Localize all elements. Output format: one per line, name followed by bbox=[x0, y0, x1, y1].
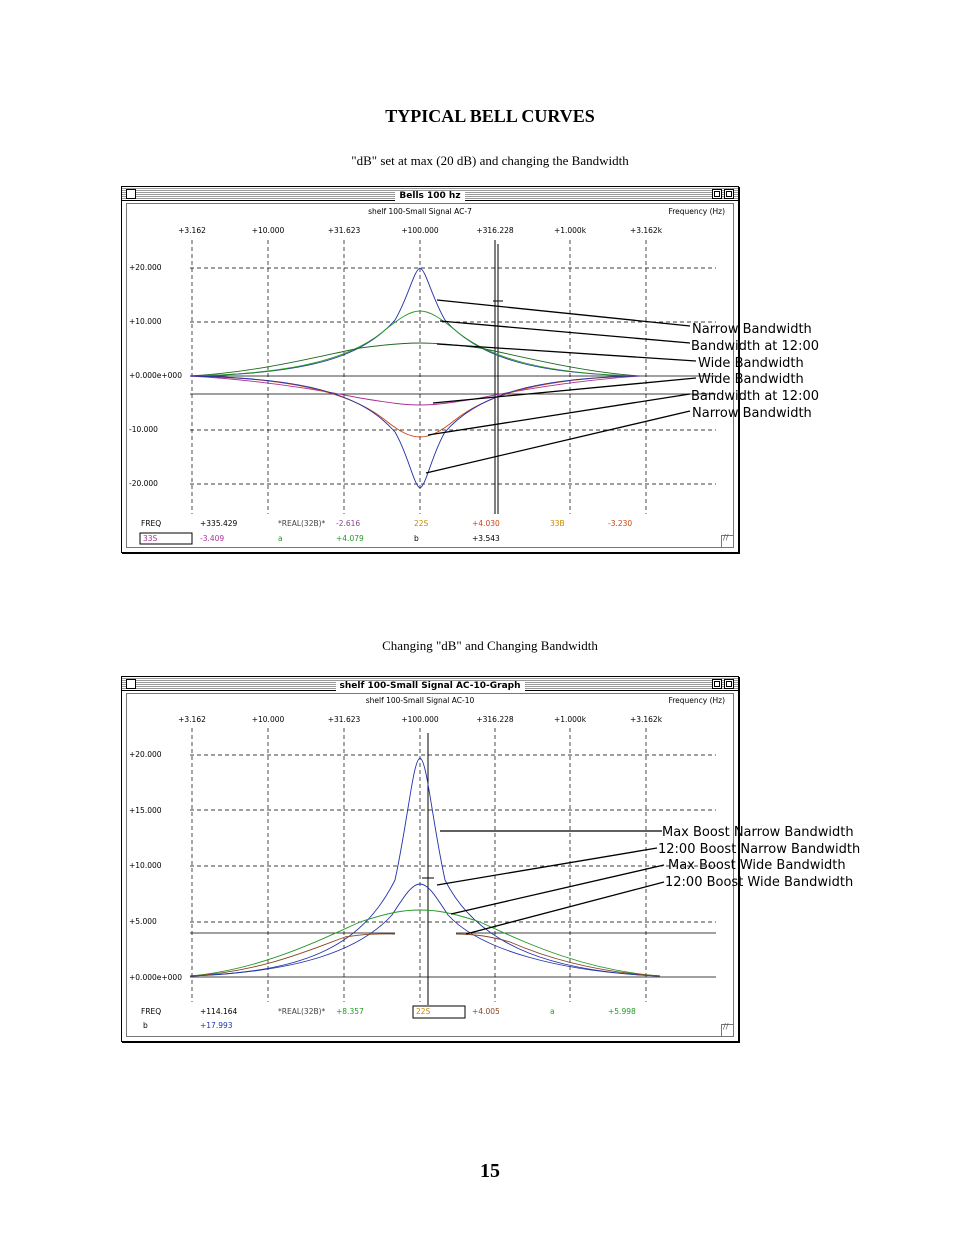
axis-unit-label: Frequency (Hz) bbox=[668, 696, 725, 705]
curve-max-boost-wide bbox=[190, 910, 660, 976]
y-tick-label: +20.000 bbox=[129, 750, 162, 759]
c2-value: -3.230 bbox=[608, 519, 633, 528]
y-tick-label: +10.000 bbox=[129, 317, 162, 326]
x-tick-label: +10.000 bbox=[251, 715, 285, 724]
real-value: +8.357 bbox=[336, 1007, 364, 1016]
y-tick-label: +0.000e+000 bbox=[129, 973, 182, 982]
readouts bbox=[141, 1007, 636, 1030]
y-tick-label: -20.000 bbox=[129, 479, 158, 488]
x-tick-label: +100.000 bbox=[401, 715, 439, 724]
x-tick-label: +3.162k bbox=[629, 715, 663, 724]
window-title: shelf 100-Small Signal AC-10-Graph bbox=[336, 681, 525, 691]
page-title: TYPICAL BELL CURVES bbox=[385, 106, 595, 126]
annotation-label: Max Boost Narrow Bandwidth bbox=[662, 825, 854, 840]
x-tick-label: +316.228 bbox=[476, 715, 514, 724]
a-label: a bbox=[278, 534, 283, 543]
freq-label: FREQ bbox=[141, 1007, 162, 1016]
y-tick-label: -10.000 bbox=[129, 425, 158, 434]
y-tick-label: +15.000 bbox=[129, 806, 162, 815]
b-label: b bbox=[143, 1021, 148, 1030]
x-tick-label: +31.623 bbox=[327, 715, 361, 724]
x-tick-label: +316.228 bbox=[476, 226, 514, 235]
plot-subtitle: shelf 100-Small Signal AC-10 bbox=[365, 696, 475, 705]
annotation-label: 12:00 Boost Narrow Bandwidth bbox=[658, 842, 861, 857]
real-label: *REAL(32B)* bbox=[278, 519, 326, 528]
annotations bbox=[658, 825, 860, 890]
x-tick-label: +3.162k bbox=[629, 226, 663, 235]
c1-label: 22S bbox=[414, 519, 429, 528]
r2-label: 33S bbox=[143, 534, 158, 543]
crosshair-icon[interactable] bbox=[422, 872, 434, 884]
curve-max-boost-narrow bbox=[190, 758, 660, 976]
plot-subtitle: shelf 100-Small Signal AC-7 bbox=[368, 207, 472, 216]
axis-unit-label: Frequency (Hz) bbox=[668, 207, 725, 216]
annotation-label: Narrow Bandwidth bbox=[692, 406, 812, 421]
c1-label: 22S bbox=[416, 1007, 431, 1016]
x-tick-label: +3.162 bbox=[178, 715, 206, 724]
b-label: b bbox=[414, 534, 419, 543]
annotation-label: Wide Bandwidth bbox=[698, 356, 804, 371]
window-title: Bells 100 hz bbox=[395, 191, 464, 201]
y-tick-label: +20.000 bbox=[129, 263, 162, 272]
x-tick-label: +1.000k bbox=[553, 715, 587, 724]
annotation-label: Wide Bandwidth bbox=[698, 372, 804, 387]
freq-value: +114.164 bbox=[200, 1007, 238, 1016]
x-tick-label: +3.162 bbox=[178, 226, 206, 235]
a-value: +5.998 bbox=[608, 1007, 636, 1016]
r2-value: -3.409 bbox=[200, 534, 225, 543]
freq-label: FREQ bbox=[141, 519, 162, 528]
y-tick-label: +5.000 bbox=[129, 917, 157, 926]
real-label: *REAL(32B)* bbox=[278, 1007, 326, 1016]
a-value: +4.079 bbox=[336, 534, 364, 543]
a-label: a bbox=[550, 1007, 555, 1016]
b-value: +3.543 bbox=[472, 534, 500, 543]
leader-lines bbox=[437, 831, 664, 934]
c2-label: 33B bbox=[550, 519, 565, 528]
curves bbox=[190, 758, 660, 976]
annotation-label: Bandwidth at 12:00 bbox=[691, 389, 820, 404]
c1-value: +4.005 bbox=[472, 1007, 500, 1016]
figure2-caption: Changing "dB" and Changing Bandwidth bbox=[382, 638, 598, 653]
c1-value: +4.030 bbox=[472, 519, 500, 528]
y-tick-label: +10.000 bbox=[129, 861, 162, 870]
page-number: 15 bbox=[480, 1160, 500, 1182]
real-value: -2.616 bbox=[336, 519, 361, 528]
annotation-label: 12:00 Boost Wide Bandwidth bbox=[665, 875, 854, 890]
grid bbox=[190, 728, 716, 1002]
x-tick-label: +10.000 bbox=[251, 226, 285, 235]
annotation-label: Bandwidth at 12:00 bbox=[691, 339, 820, 354]
annotation-label: Narrow Bandwidth bbox=[692, 322, 812, 337]
b-value: +17.993 bbox=[200, 1021, 233, 1030]
x-tick-label: +1.000k bbox=[553, 226, 587, 235]
freq-value: +335.429 bbox=[200, 519, 238, 528]
x-tick-label: +100.000 bbox=[401, 226, 439, 235]
figure1-caption: "dB" set at max (20 dB) and changing the Bandwidth bbox=[351, 153, 629, 168]
y-tick-label: +0.000e+000 bbox=[129, 371, 182, 380]
annotation-label: Max Boost Wide Bandwidth bbox=[668, 858, 846, 873]
x-tick-label: +31.623 bbox=[327, 226, 361, 235]
